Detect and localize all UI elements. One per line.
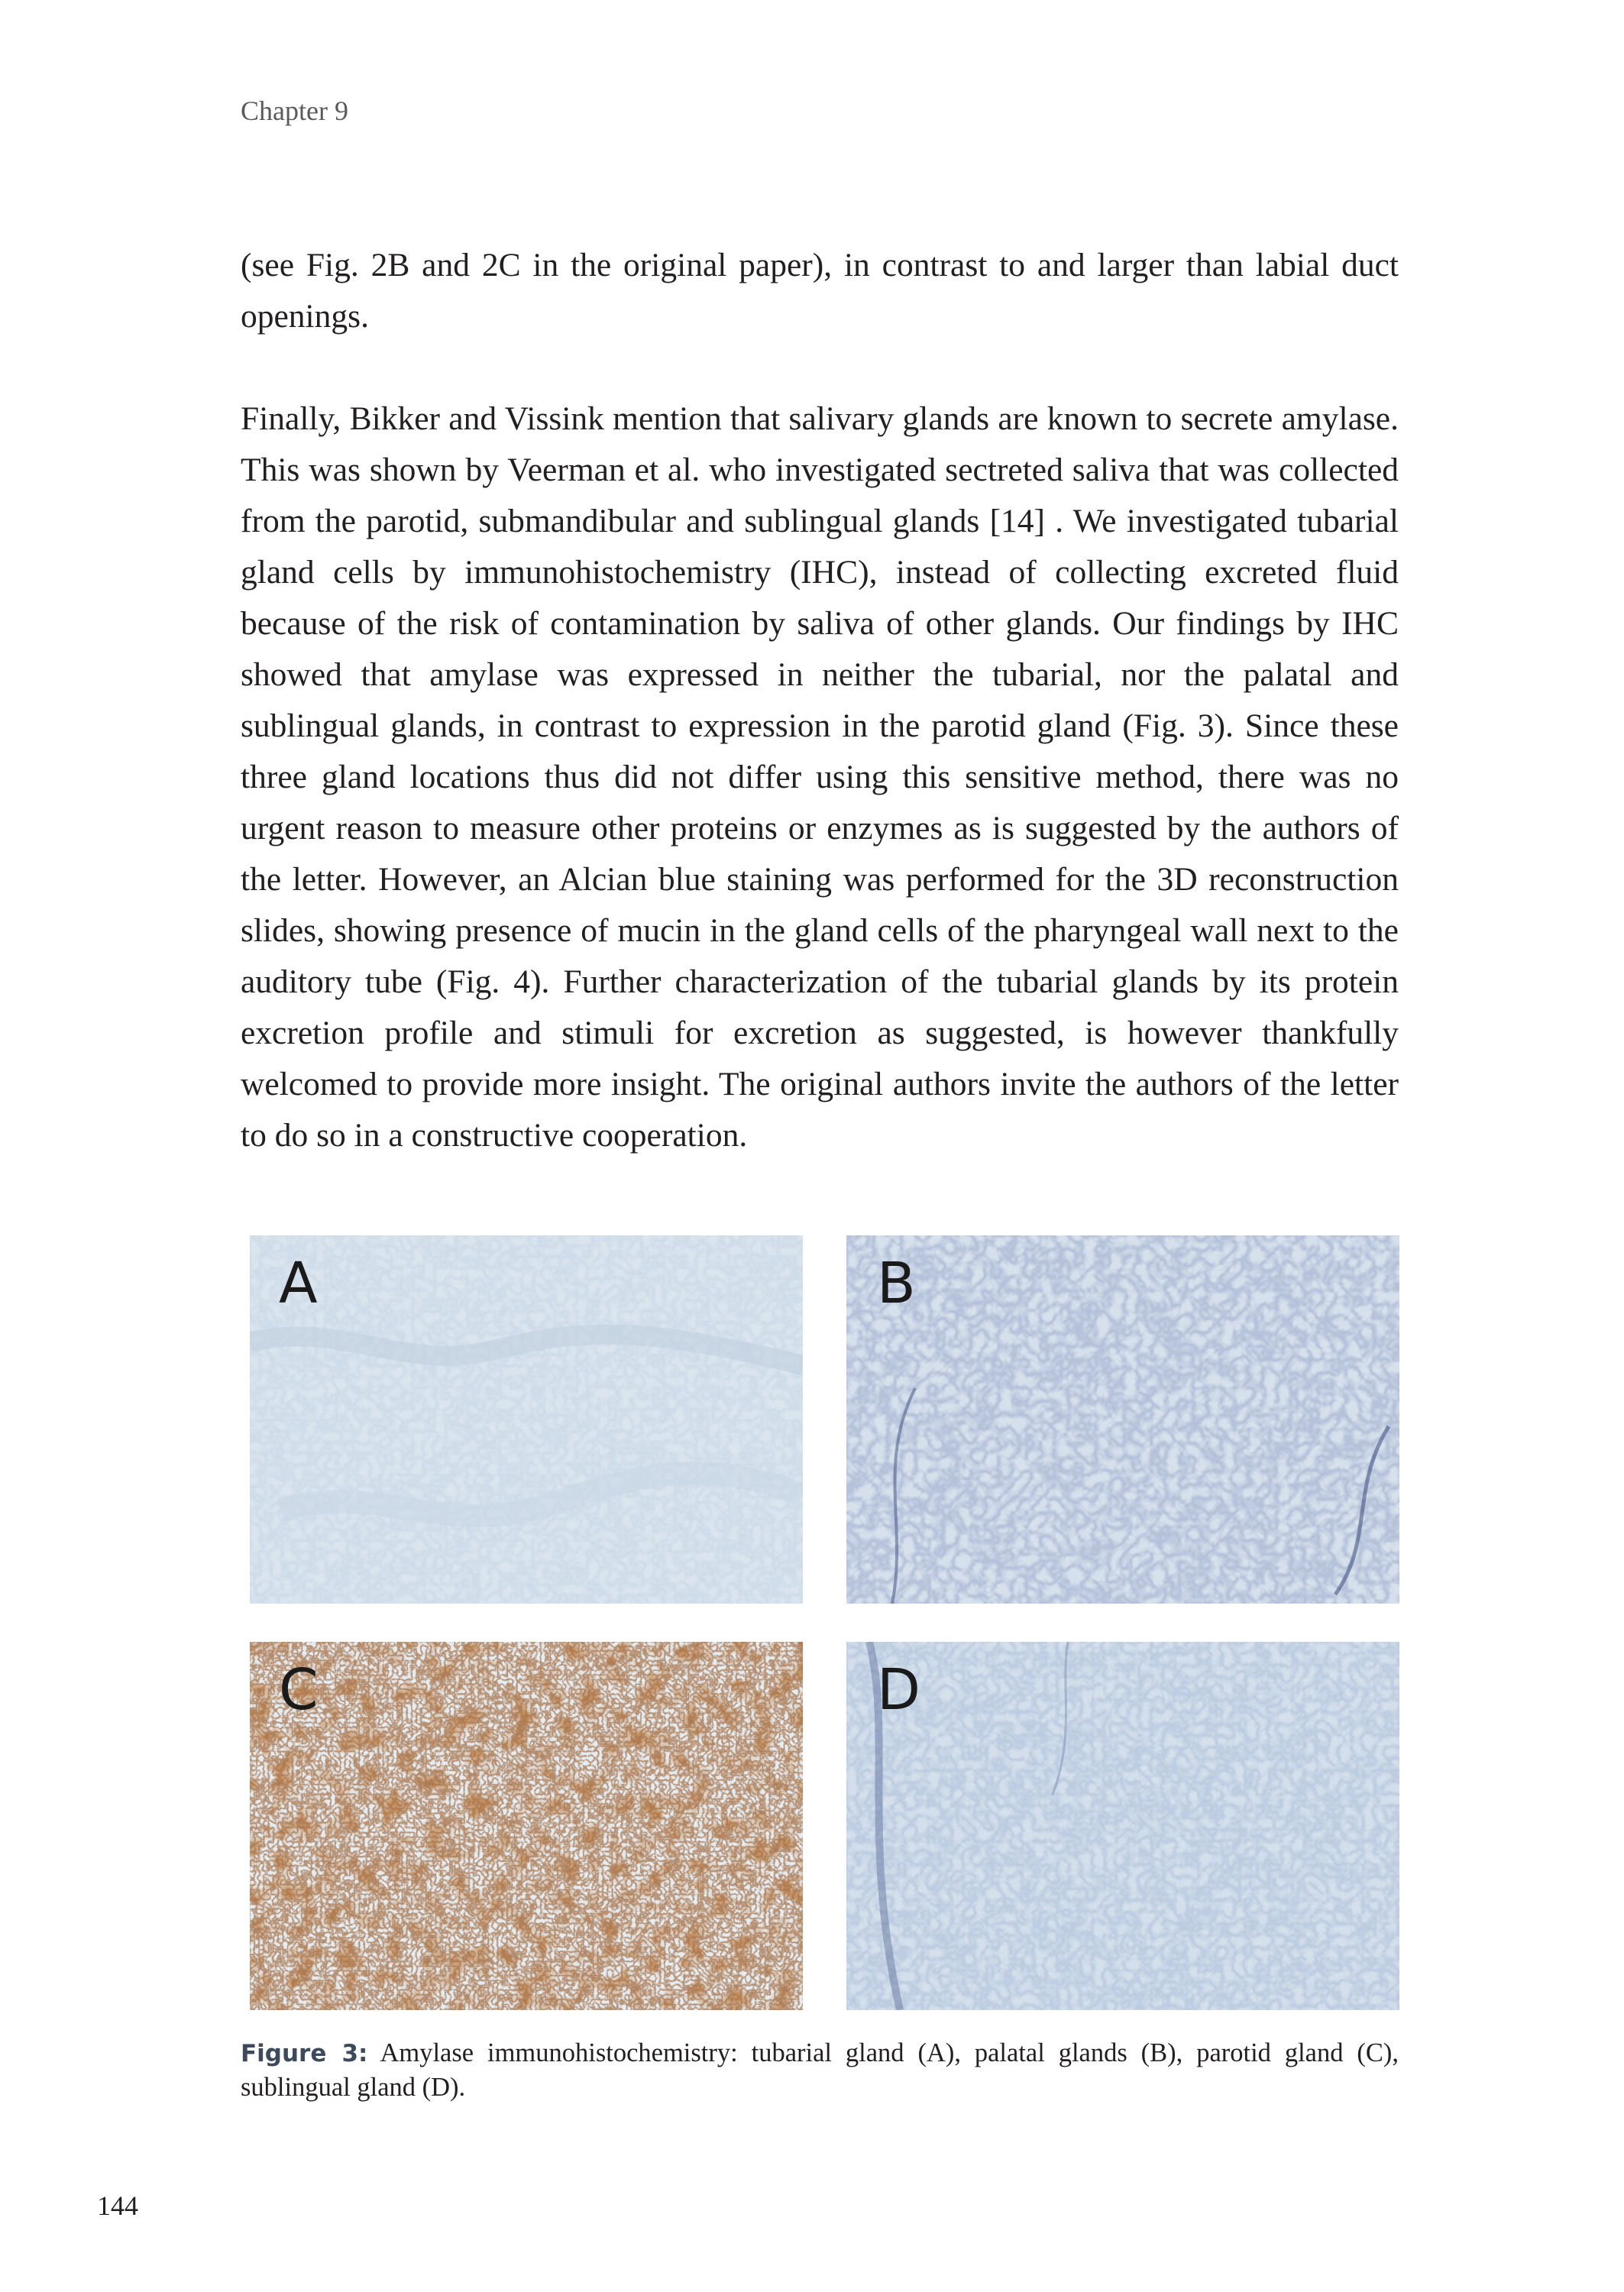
panel-label-a: A bbox=[279, 1251, 318, 1316]
caption-text: Amylase immunohistochemistry: tubarial gland (A), palatal glands (B), parotid gland (C), sublingual gland (D). bbox=[241, 2038, 1399, 2102]
tissue-micrograph-d bbox=[846, 1642, 1399, 2010]
page-number: 144 bbox=[97, 2190, 138, 2221]
tissue-micrograph-b bbox=[846, 1235, 1399, 1604]
figure-panel-d bbox=[846, 1642, 1399, 2010]
panel-label-d: D bbox=[877, 1657, 920, 1723]
figure-3 bbox=[241, 1225, 1399, 2012]
body-paragraph-1: (see Fig. 2B and 2C in the original paper), in contrast to and larger than labial duct openings. bbox=[241, 247, 1399, 335]
figure-panel-b bbox=[846, 1235, 1399, 1604]
running-head: Chapter 9 bbox=[241, 96, 348, 126]
tissue-micrograph-c bbox=[250, 1642, 803, 2010]
figure-panel-c bbox=[250, 1642, 803, 2010]
panel-label-b: B bbox=[877, 1251, 916, 1316]
figure-panel-a bbox=[250, 1235, 803, 1604]
panel-label-c: C bbox=[279, 1657, 319, 1723]
body-paragraph-2: Finally, Bikker and Vissink mention that salivary glands are known to secrete amylase. This was shown by Veerman et al. who investigated sectreted saliva that was collected from the parotid, submandibular and sublingual glands [14] . We investigated tubarial gland cells by immunohistochemistry (IHC), instead of collecting excreted fluid because of the risk of contamination by saliva of other glands. Our findings by IHC showed that amylase was expressed in neither the tubarial, nor the palatal and sublingual glands, in contrast to expression in the parotid gland (Fig. 3). Since these three gland locations thus did not differ using this sensitive method, there was no urgent reason to measure other proteins or enzymes as is suggested by the authors of the letter. However, an Alcian blue staining was performed for the 3D reconstruction slides, showing presence of mucin in the gland cells of the pharyngeal wall next to the auditory tube (Fig. 4). Further characterization of the tubarial glands by its protein excretion profile and stimuli for excretion as suggested, is however thankfully welcomed to provide more insight. The original authors invite the authors of the letter to do so in a constructive cooperation. bbox=[241, 400, 1399, 1154]
tissue-micrograph-a bbox=[250, 1235, 803, 1604]
caption-label: Figure 3: bbox=[241, 2040, 368, 2067]
figure-caption bbox=[241, 2036, 1399, 2104]
